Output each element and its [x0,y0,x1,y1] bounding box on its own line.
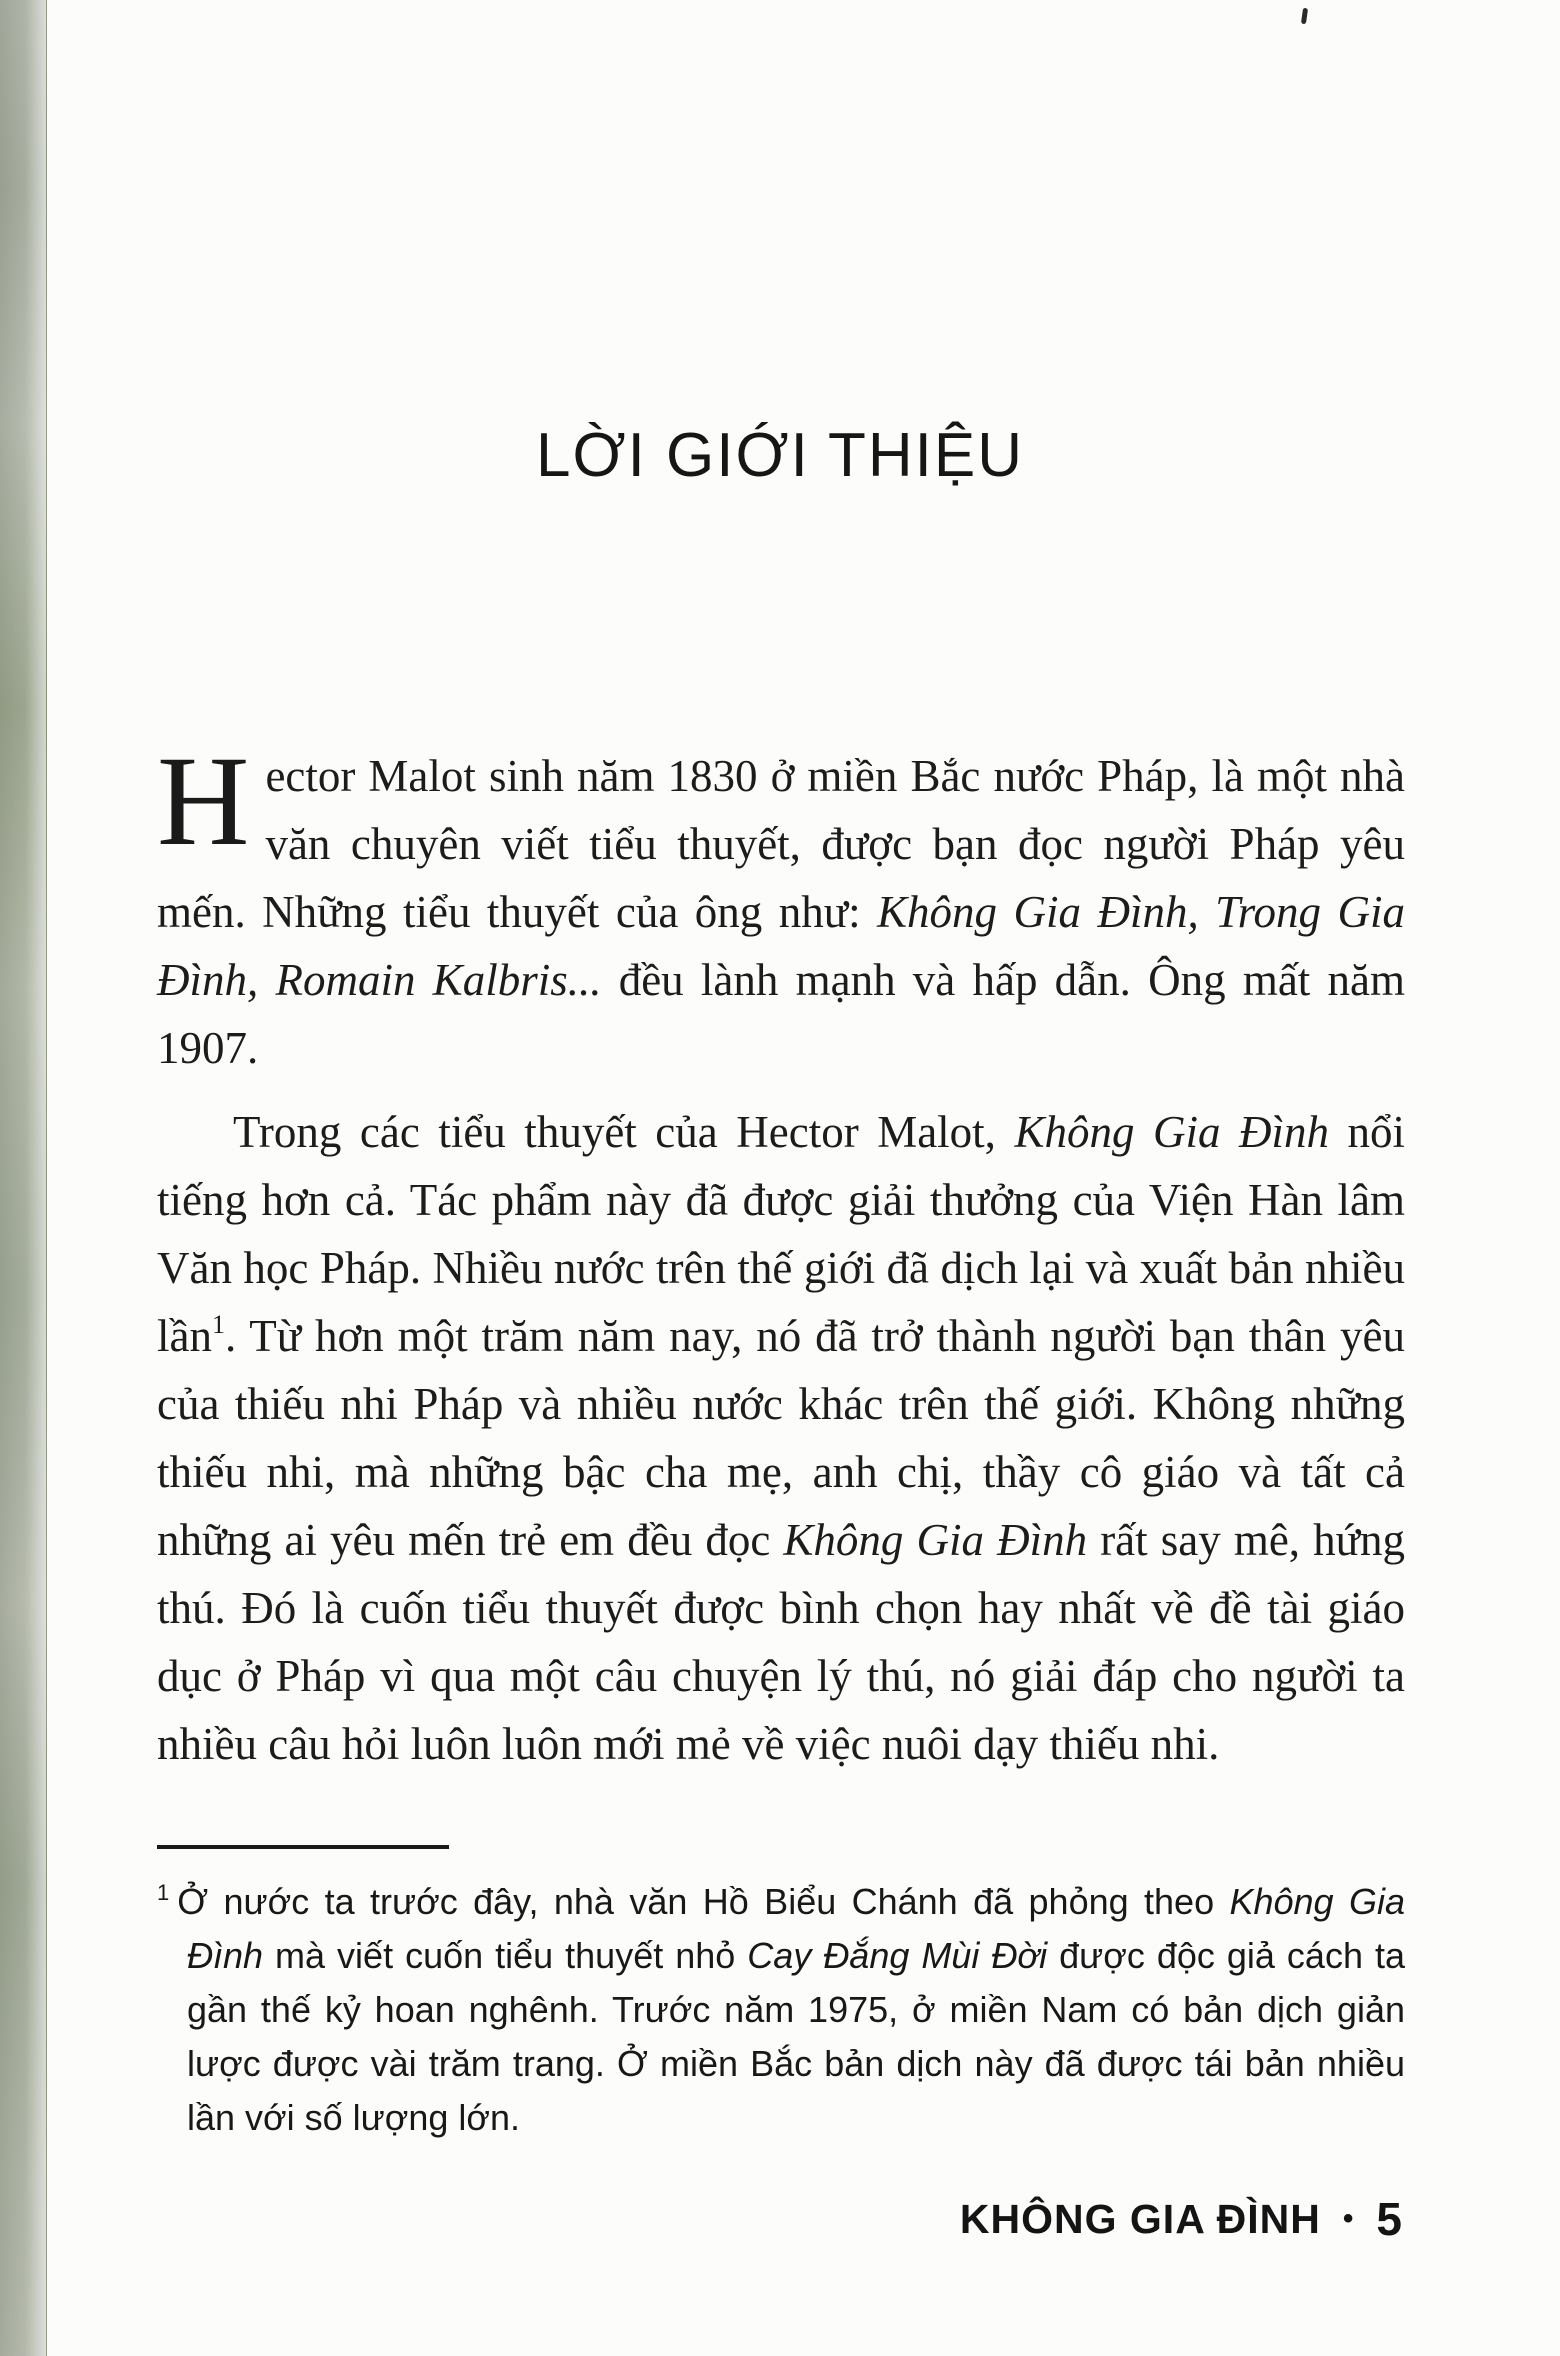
text-run: . Từ hơn một trăm năm nay, nó đã trở thành người bạn thân yêu của thiếu nhi Pháp và nhiều nước khác trên thế giới. Không những thiếu nhi, mà những bậc cha mẹ, anh chị, thầy cô giáo và tất cả những ai yêu mến trẻ em đều đọc [157,1311,1405,1565]
footer-bullet: • [1342,2202,1355,2235]
book-titles-italic: Không Gia Đình, Trong Gia Đình, Romain Kalbris... [157,887,1405,1005]
text-run: đều lành mạnh và hấp dẫn. Ông mất năm 1907. [157,955,1405,1073]
footnote-reference: 1 [211,1310,225,1339]
footnote-marker: 1 [157,1880,170,1905]
dropcap-letter: H [157,730,250,872]
footnote-text [157,1875,1405,2145]
text-run: rất say mê, hứng thú. Đó là cuốn tiểu thuyết được bình chọn hay nhất về đề tài giáo dục ở Pháp vì qua một câu chuyện lý thú, nó giải đáp cho người ta nhiều câu hỏi luôn luôn mới mẻ về việc nuôi dạy thiếu nhi. [157,1515,1406,1769]
text-run: mà viết cuốn tiểu thuyết nhỏ [263,1935,748,1976]
text-run: ector Malot sinh năm 1830 ở miền Bắc nước Pháp, là một nhà văn chuyên viết tiểu thuyết, được bạn đọc người Pháp yêu mến. Những tiểu thuyết của ông như: [157,751,1405,937]
running-footer [960,2192,1403,2246]
text-run: Trong các tiểu thuyết của Hector Malot, [233,1107,1015,1157]
footnote-divider [157,1845,449,1849]
book-title-italic: Không Gia Đình [1014,1107,1329,1157]
text-run: Ở nước ta trước đây, nhà văn Hồ Biểu Chánh đã phỏng theo [177,1881,1230,1922]
footer-page-number: 5 [1376,2193,1403,2245]
scan-artifact [1301,8,1308,25]
paragraph-1 [157,730,1405,1082]
introduction-text [157,730,1406,1778]
book-title-italic: Không Gia Đình [783,1515,1088,1565]
book-title-italic: Cay Đắng Mùi Đời [747,1935,1048,1976]
footer-book-title: KHÔNG GIA ĐÌNH [959,2195,1321,2242]
text-run: được độc giả cách ta gần thế kỷ hoan nghênh. Trước năm 1975, ở miền Nam có bản dịch giản lược được vài trăm trang. Ở miền Bắc bản dịch này đã được tái bản nhiều lần với số lượng lớn. [187,1935,1405,2138]
text-run: nổi tiếng hơn cả. Tác phẩm này đã được giải thưởng của Viện Hàn lâm Văn học Pháp. Nhiều nước trên thế giới đã dịch lại và xuất bản nhiều lần [157,1107,1405,1361]
footnote-section [157,1845,1405,2145]
page-title: LỜI GIỚI THIỆU [535,421,1025,490]
paragraph-2 [157,1098,1405,1778]
book-title-italic: Không Gia Đình [187,1881,1405,1976]
scan-edge-strip [0,0,47,2356]
